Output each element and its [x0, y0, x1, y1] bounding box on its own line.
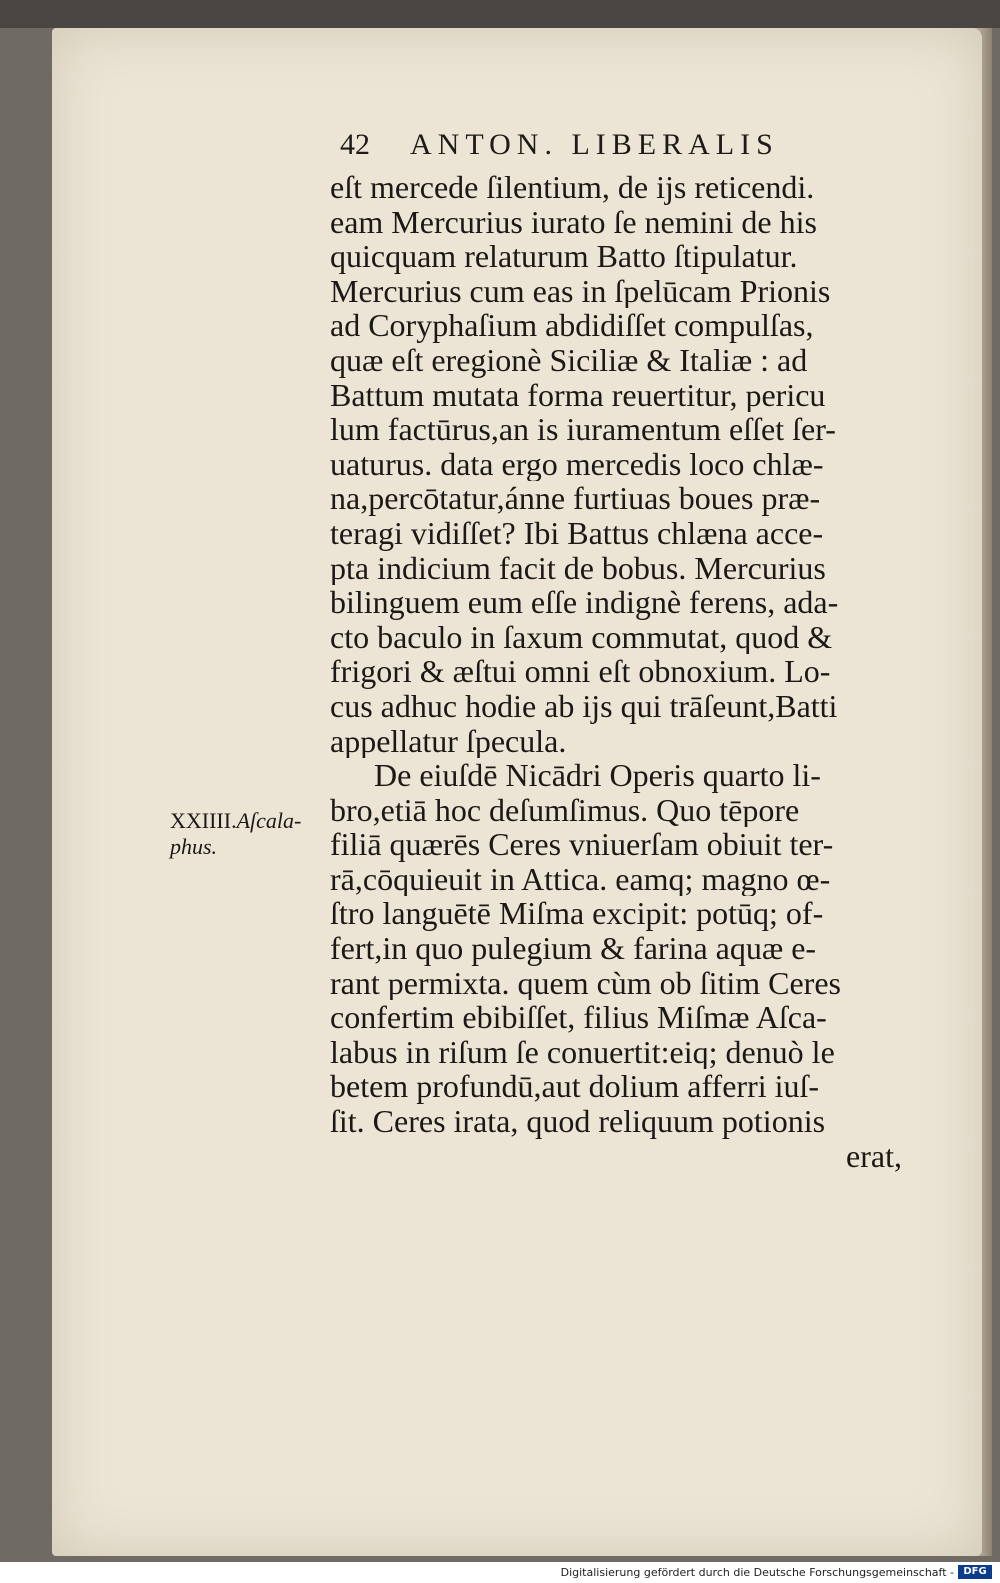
- text-line: eam Mercurius iurato ſe nemini de his: [330, 204, 817, 240]
- page-number: 42: [340, 128, 370, 161]
- text-line: appellatur ſpecula.: [330, 723, 567, 759]
- text-line: ad Coryphaſium abdidiſſet compulſas,: [330, 308, 814, 343]
- text-line: bro,etiā hoc deſumſimus. Quo tēpore: [330, 792, 800, 828]
- marginal-note: [170, 808, 330, 860]
- text-line: confertim ebibiſſet, filius Miſmæ Aſca-: [330, 1000, 827, 1035]
- body-text: [330, 170, 930, 1173]
- text-line: na,percōtatur,ánne furtiuas boues præ-: [330, 481, 821, 516]
- marginal-fable-name: Aſcala-: [236, 808, 302, 833]
- text-line: cto baculo in ſaxum commutat, quod &: [330, 619, 833, 655]
- text-line: bilinguem eum eſſe indignè ferens, ada-: [330, 585, 839, 620]
- running-title: ANTON. LIBERALIS: [410, 128, 779, 161]
- text-line: cus adhuc hodie ab ijs qui trāſeunt,Batti: [330, 688, 838, 724]
- text-line: ſit. Ceres irata, quod reliquum potionis: [330, 1104, 826, 1139]
- text-line: teragi vidiſſet? Ibi Battus chlæna acce-: [330, 515, 824, 551]
- text-line: De eiuſdē Nicādri Operis quarto li-: [374, 758, 821, 793]
- text-line: quicquam relaturum Batto ſtipulatur.: [330, 239, 798, 274]
- running-head: [340, 128, 900, 168]
- text-line: rā,cōquieuit in Attica. eamq; magno œ-: [330, 861, 831, 897]
- text-line: rant permixta. quem cùm ob ſitim Ceres: [330, 965, 841, 1001]
- text-line: quæ eſt eregionè Siciliæ & Italiæ : ad: [330, 342, 808, 378]
- text-line: Mercurius cum eas in ſpelūcam Prionis: [330, 273, 831, 309]
- scan-top-edge: [0, 0, 1000, 28]
- text-line: eſt mercede ſilentium, de ijs reticendi.: [330, 170, 815, 205]
- text-line: filiā quærēs Ceres vniuerſam obiuit ter-: [330, 827, 834, 862]
- marginal-fable-number: XXIIII.: [170, 808, 237, 833]
- text-line: lum factūrus,an is iuramentum eſſet ſer-: [330, 412, 836, 447]
- text-line: Battum mutata forma reuertitur, pericu: [330, 377, 826, 413]
- text-line: fert,in quo pulegium & farina aquæ e-: [330, 931, 817, 966]
- marginal-fable-name-cont: phus.: [170, 834, 218, 859]
- text-line: labus in riſum ſe conuertit:eiq; denuò le: [330, 1034, 835, 1070]
- dfg-logo: DFG: [958, 1565, 992, 1579]
- text-line: frigori & æſtui omni eſt obnoxium. Lo-: [330, 654, 831, 689]
- text-line: ſtro languētē Miſma excipit: potūq; of-: [330, 896, 824, 932]
- catchword: erat,: [846, 1138, 902, 1174]
- text-line: uaturus. data ergo mercedis loco chlæ-: [330, 446, 824, 482]
- funding-credit: Digitalisierung gefördert durch die Deutsche Forschungsgemeinschaft -: [560, 1566, 954, 1579]
- text-line: pta indicium facit de bobus. Mercurius: [330, 550, 826, 586]
- text-line: betem profundū,aut dolium afferri iuſ-: [330, 1069, 820, 1105]
